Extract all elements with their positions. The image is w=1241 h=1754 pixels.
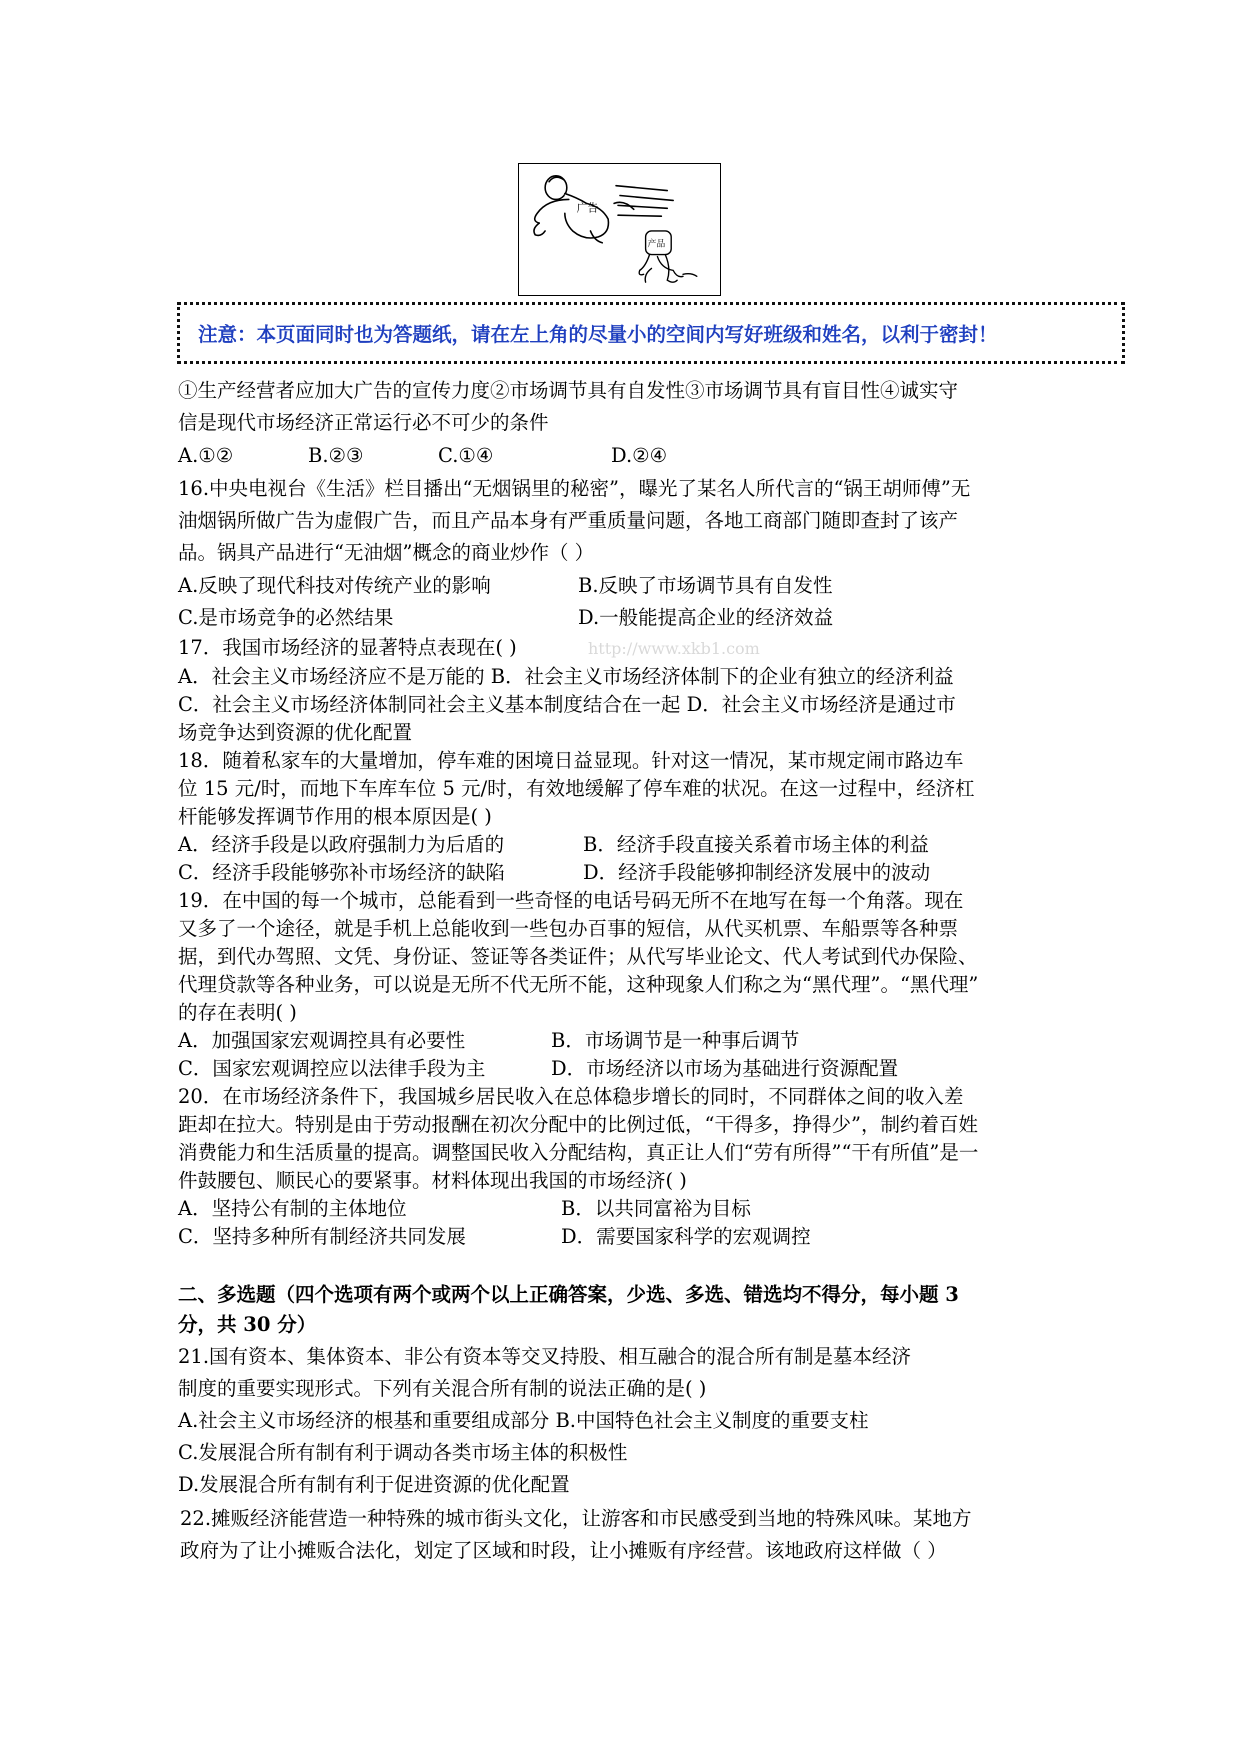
q18-option-b[interactable]: B．经济手段直接关系着市场主体的利益: [583, 833, 929, 856]
q20-stem-line: 20．在市场经济条件下，我国城乡居民收入在总体稳步增长的同时，不同群体之间的收入差: [178, 1085, 964, 1108]
q19-options-row: [178, 1028, 1078, 1054]
q22-stem-line: 22.摊贩经济能营造一种特殊的城市街头文化，让游客和市民感受到当地的特殊风味。某地方: [180, 1507, 972, 1530]
q16-option-d[interactable]: D.一般能提高企业的经济效益: [578, 606, 834, 629]
q15-option-c[interactable]: C.①④: [438, 444, 494, 467]
q19-stem-line: 的存在表明( ): [178, 1001, 297, 1024]
q21-stem-line: 制度的重要实现形式。下列有关混合所有制的说法正确的是( ): [178, 1377, 707, 1400]
q16-options-row: [178, 605, 1078, 631]
q18-options-row: [178, 860, 1078, 886]
q19-stem-line: 19．在中国的每一个城市，总能看到一些奇怪的电话号码无所不在地写在每一个角落。现在: [178, 889, 964, 912]
q16-option-c[interactable]: C.是市场竞争的必然结果: [178, 606, 394, 629]
q20-option-b[interactable]: B．以共同富裕为目标: [561, 1197, 751, 1220]
q20-options-row: [178, 1224, 1078, 1250]
q20-option-c[interactable]: C．坚持多种所有制经济共同发展: [178, 1225, 466, 1248]
q16-options-row: [178, 573, 1078, 599]
watermark-url: http://www.xkb1.com: [588, 639, 760, 658]
q19-option-d[interactable]: D．市场经济以市场为基础进行资源配置: [551, 1057, 899, 1080]
q21-option-d[interactable]: D.发展混合所有制有利于促进资源的优化配置: [178, 1473, 570, 1496]
cartoon-figure: [518, 163, 721, 296]
q19-options-row: [178, 1056, 1078, 1082]
q18-stem-line: 杆能够发挥调节作用的根本原因是( ): [178, 805, 492, 828]
q16-stem-line: 16.中央电视台《生活》栏目播出“无烟锅里的秘密”，曝光了某名人所代言的“锅王胡师傅”无: [178, 477, 971, 500]
q20-option-a[interactable]: A．坚持公有制的主体地位: [178, 1197, 407, 1220]
q15-options: [178, 443, 1078, 469]
q20-stem-line: 件鼓腰包、顺民心的要紧事。材料体现出我国的市场经济( ): [178, 1169, 687, 1192]
figure-label-product: 产品: [647, 239, 666, 250]
q22-stem-line: 政府为了让小摊贩合法化，划定了区域和时段，让小摊贩有序经营。该地政府这样做（ ）: [180, 1539, 947, 1562]
q20-options-row: [178, 1196, 1078, 1222]
q20-option-d[interactable]: D．需要国家科学的宏观调控: [561, 1225, 811, 1248]
q20-stem-line: 消费能力和生活质量的提高。调整国民收入分配结构，真正让人们“劳有所得”“干有所值”是一: [178, 1141, 979, 1164]
q18-option-a[interactable]: A．经济手段是以政府强制力为后盾的: [178, 833, 505, 856]
q18-stem-line: 18．随着私家车的大量增加，停车难的困境日益显现。针对这一情况，某市规定闹市路边车: [178, 749, 964, 772]
q15-stem-line: 信是现代市场经济正常运行必不可少的条件: [178, 411, 549, 434]
q19-option-b[interactable]: B．市场调节是一种事后调节: [551, 1029, 800, 1052]
q20-stem-line: 距却在拉大。特别是由于劳动报酬在初次分配中的比例过低，“干得多，挣得少”，制约着百姓: [178, 1113, 978, 1136]
section2-heading-line: 分，共 30 分）: [178, 1313, 317, 1336]
q15-option-a[interactable]: A.①②: [178, 444, 234, 467]
q17-stem: 17．我国市场经济的显著特点表现在( ): [178, 636, 517, 659]
q15-option-d[interactable]: D.②④: [611, 444, 668, 467]
q17-line: A．社会主义市场经济应不是万能的 B．社会主义市场经济体制下的企业有独立的经济利益: [178, 665, 954, 688]
q16-option-b[interactable]: B.反映了市场调节具有自发性: [578, 574, 833, 597]
cartoon-drawing: [519, 164, 720, 295]
q19-stem-line: 代理贷款等各种业务，可以说是无所不代无所不能，这种现象人们称之为“黑代理”。“黑代理”: [178, 973, 979, 996]
notice-box: [177, 302, 1125, 364]
q21-option-ab[interactable]: A.社会主义市场经济的根基和重要组成部分 B.中国特色社会主义制度的重要支柱: [178, 1409, 869, 1432]
q16-stem-line: 油烟锅所做广告为虚假广告，而且产品本身有严重质量问题，各地工商部门随即查封了该产: [178, 509, 959, 532]
section2-heading-line: 二、多选题（四个选项有两个或两个以上正确答案，少选、多选、错选均不得分，每小题 3: [178, 1283, 959, 1306]
q18-stem-line: 位 15 元/时，而地下车库车位 5 元/时，有效地缓解了停车难的状况。在这一过程中，经济杠: [178, 777, 975, 800]
q19-stem-line: 又多了一个途径，就是手机上总能收到一些包办百事的短信，从代买机票、车船票等各种票: [178, 917, 959, 940]
q19-option-c[interactable]: C．国家宏观调控应以法律手段为主: [178, 1057, 486, 1080]
figure-label-ad: 广告: [576, 201, 599, 215]
q16-option-a[interactable]: A.反映了现代科技对传统产业的影响: [178, 574, 491, 597]
q19-stem-line: 据，到代办驾照、文凭、身份证、签证等各类证件；从代写毕业论文、代人考试到代办保险、: [178, 945, 978, 968]
q15-stem-line: ①生产经营者应加大广告的宣传力度②市场调节具有自发性③市场调节具有盲目性④诚实守: [178, 379, 959, 402]
q15-option-b[interactable]: B.②③: [308, 444, 364, 467]
q18-option-d[interactable]: D．经济手段能够抑制经济发展中的波动: [583, 861, 931, 884]
notice-text: 注意：本页面同时也为答题纸，请在左上角的尽量小的空间内写好班级和姓名，以利于密封！: [198, 323, 998, 346]
q21-option-c[interactable]: C.发展混合所有制有利于调动各类市场主体的积极性: [178, 1441, 628, 1464]
q18-option-c[interactable]: C．经济手段能够弥补市场经济的缺陷: [178, 861, 505, 884]
q16-stem-line: 品。锅具产品进行“无油烟”概念的商业炒作（ ）: [178, 541, 595, 564]
q17-line: C．社会主义市场经济体制同社会主义基本制度结合在一起 D．社会主义市场经济是通过市: [178, 693, 956, 716]
q18-options-row: [178, 832, 1078, 858]
q19-option-a[interactable]: A．加强国家宏观调控具有必要性: [178, 1029, 466, 1052]
q17-line: 场竞争达到资源的优化配置: [178, 721, 413, 744]
q21-stem-line: 21.国有资本、集体资本、非公有资本等交叉持股、相互融合的混合所有制是墓本经济: [178, 1345, 912, 1368]
